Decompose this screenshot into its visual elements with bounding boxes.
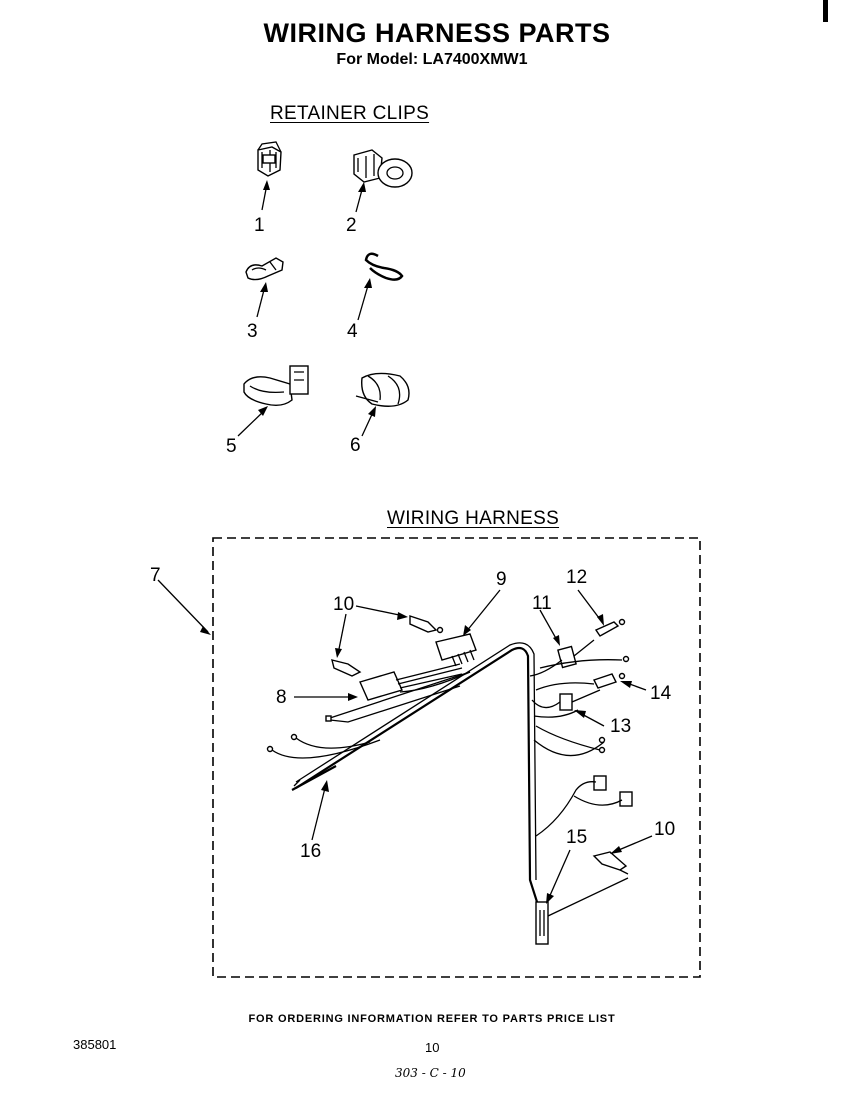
- callout-13: 13: [610, 716, 632, 737]
- callout-8: 8: [276, 687, 287, 708]
- callout-16: 16: [300, 841, 322, 862]
- callout-5: 5: [226, 436, 237, 457]
- retainer-clips-heading: RETAINER CLIPS: [270, 103, 430, 124]
- terminal-10-lower: [594, 852, 628, 874]
- callout-3: 3: [247, 321, 258, 342]
- connector-9: [436, 634, 476, 666]
- leader-5: [238, 410, 265, 436]
- connector-13: [532, 690, 600, 717]
- margin-mark: [823, 0, 828, 22]
- retainer-clip-2: [354, 150, 412, 187]
- retainer-clip-5: [244, 366, 308, 405]
- handwritten-note: 303 - C - 10: [395, 1066, 466, 1080]
- arrowhead-6: [368, 406, 376, 417]
- callout-4: 4: [347, 321, 358, 342]
- callout-14: 14: [650, 683, 672, 704]
- connector-11: [530, 640, 594, 676]
- arrowhead-4: [364, 278, 372, 288]
- document-number: 385801: [73, 1037, 117, 1052]
- arrowhead-3: [260, 282, 268, 292]
- callout-15: 15: [566, 827, 588, 848]
- retainer-clip-6: [356, 373, 409, 406]
- model-subtitle: For Model: LA7400XMW1: [336, 51, 528, 68]
- retainer-clip-3: [246, 258, 283, 280]
- wiring-harness-heading: WIRING HARNESS: [387, 508, 560, 529]
- page-title: WIRING HARNESS PARTS: [263, 18, 611, 48]
- harness-right-leads: [534, 726, 632, 836]
- connector-15: [536, 878, 628, 944]
- callout-12: 12: [566, 567, 588, 588]
- callout-9: 9: [496, 569, 507, 590]
- retainer-clip-1: [258, 142, 281, 176]
- callout-11: 11: [532, 593, 552, 614]
- callout-1: 1: [254, 215, 265, 236]
- callout-7: 7: [150, 565, 161, 586]
- callout-10-lower: 10: [654, 819, 676, 840]
- callout-10-upper: 10: [333, 594, 355, 615]
- arrowhead-2: [358, 182, 366, 192]
- retainer-clip-4: [366, 254, 402, 280]
- callout-2: 2: [346, 215, 357, 236]
- page-number: 10: [425, 1040, 440, 1055]
- terminal-10-upper: [410, 616, 443, 633]
- connector-8: [360, 664, 470, 700]
- terminal-10-left: [332, 660, 360, 676]
- ordering-info: FOR ORDERING INFORMATION REFER TO PARTS PRICE LIST: [248, 1013, 616, 1025]
- harness-frame: [213, 538, 700, 977]
- harness-leaders: [158, 580, 652, 904]
- wire-16: [292, 766, 336, 790]
- harness-trunk: [294, 643, 538, 905]
- arrowhead-1: [263, 180, 270, 190]
- terminal-14: [536, 657, 629, 691]
- terminal-12: [596, 620, 625, 637]
- callout-6: 6: [350, 435, 361, 456]
